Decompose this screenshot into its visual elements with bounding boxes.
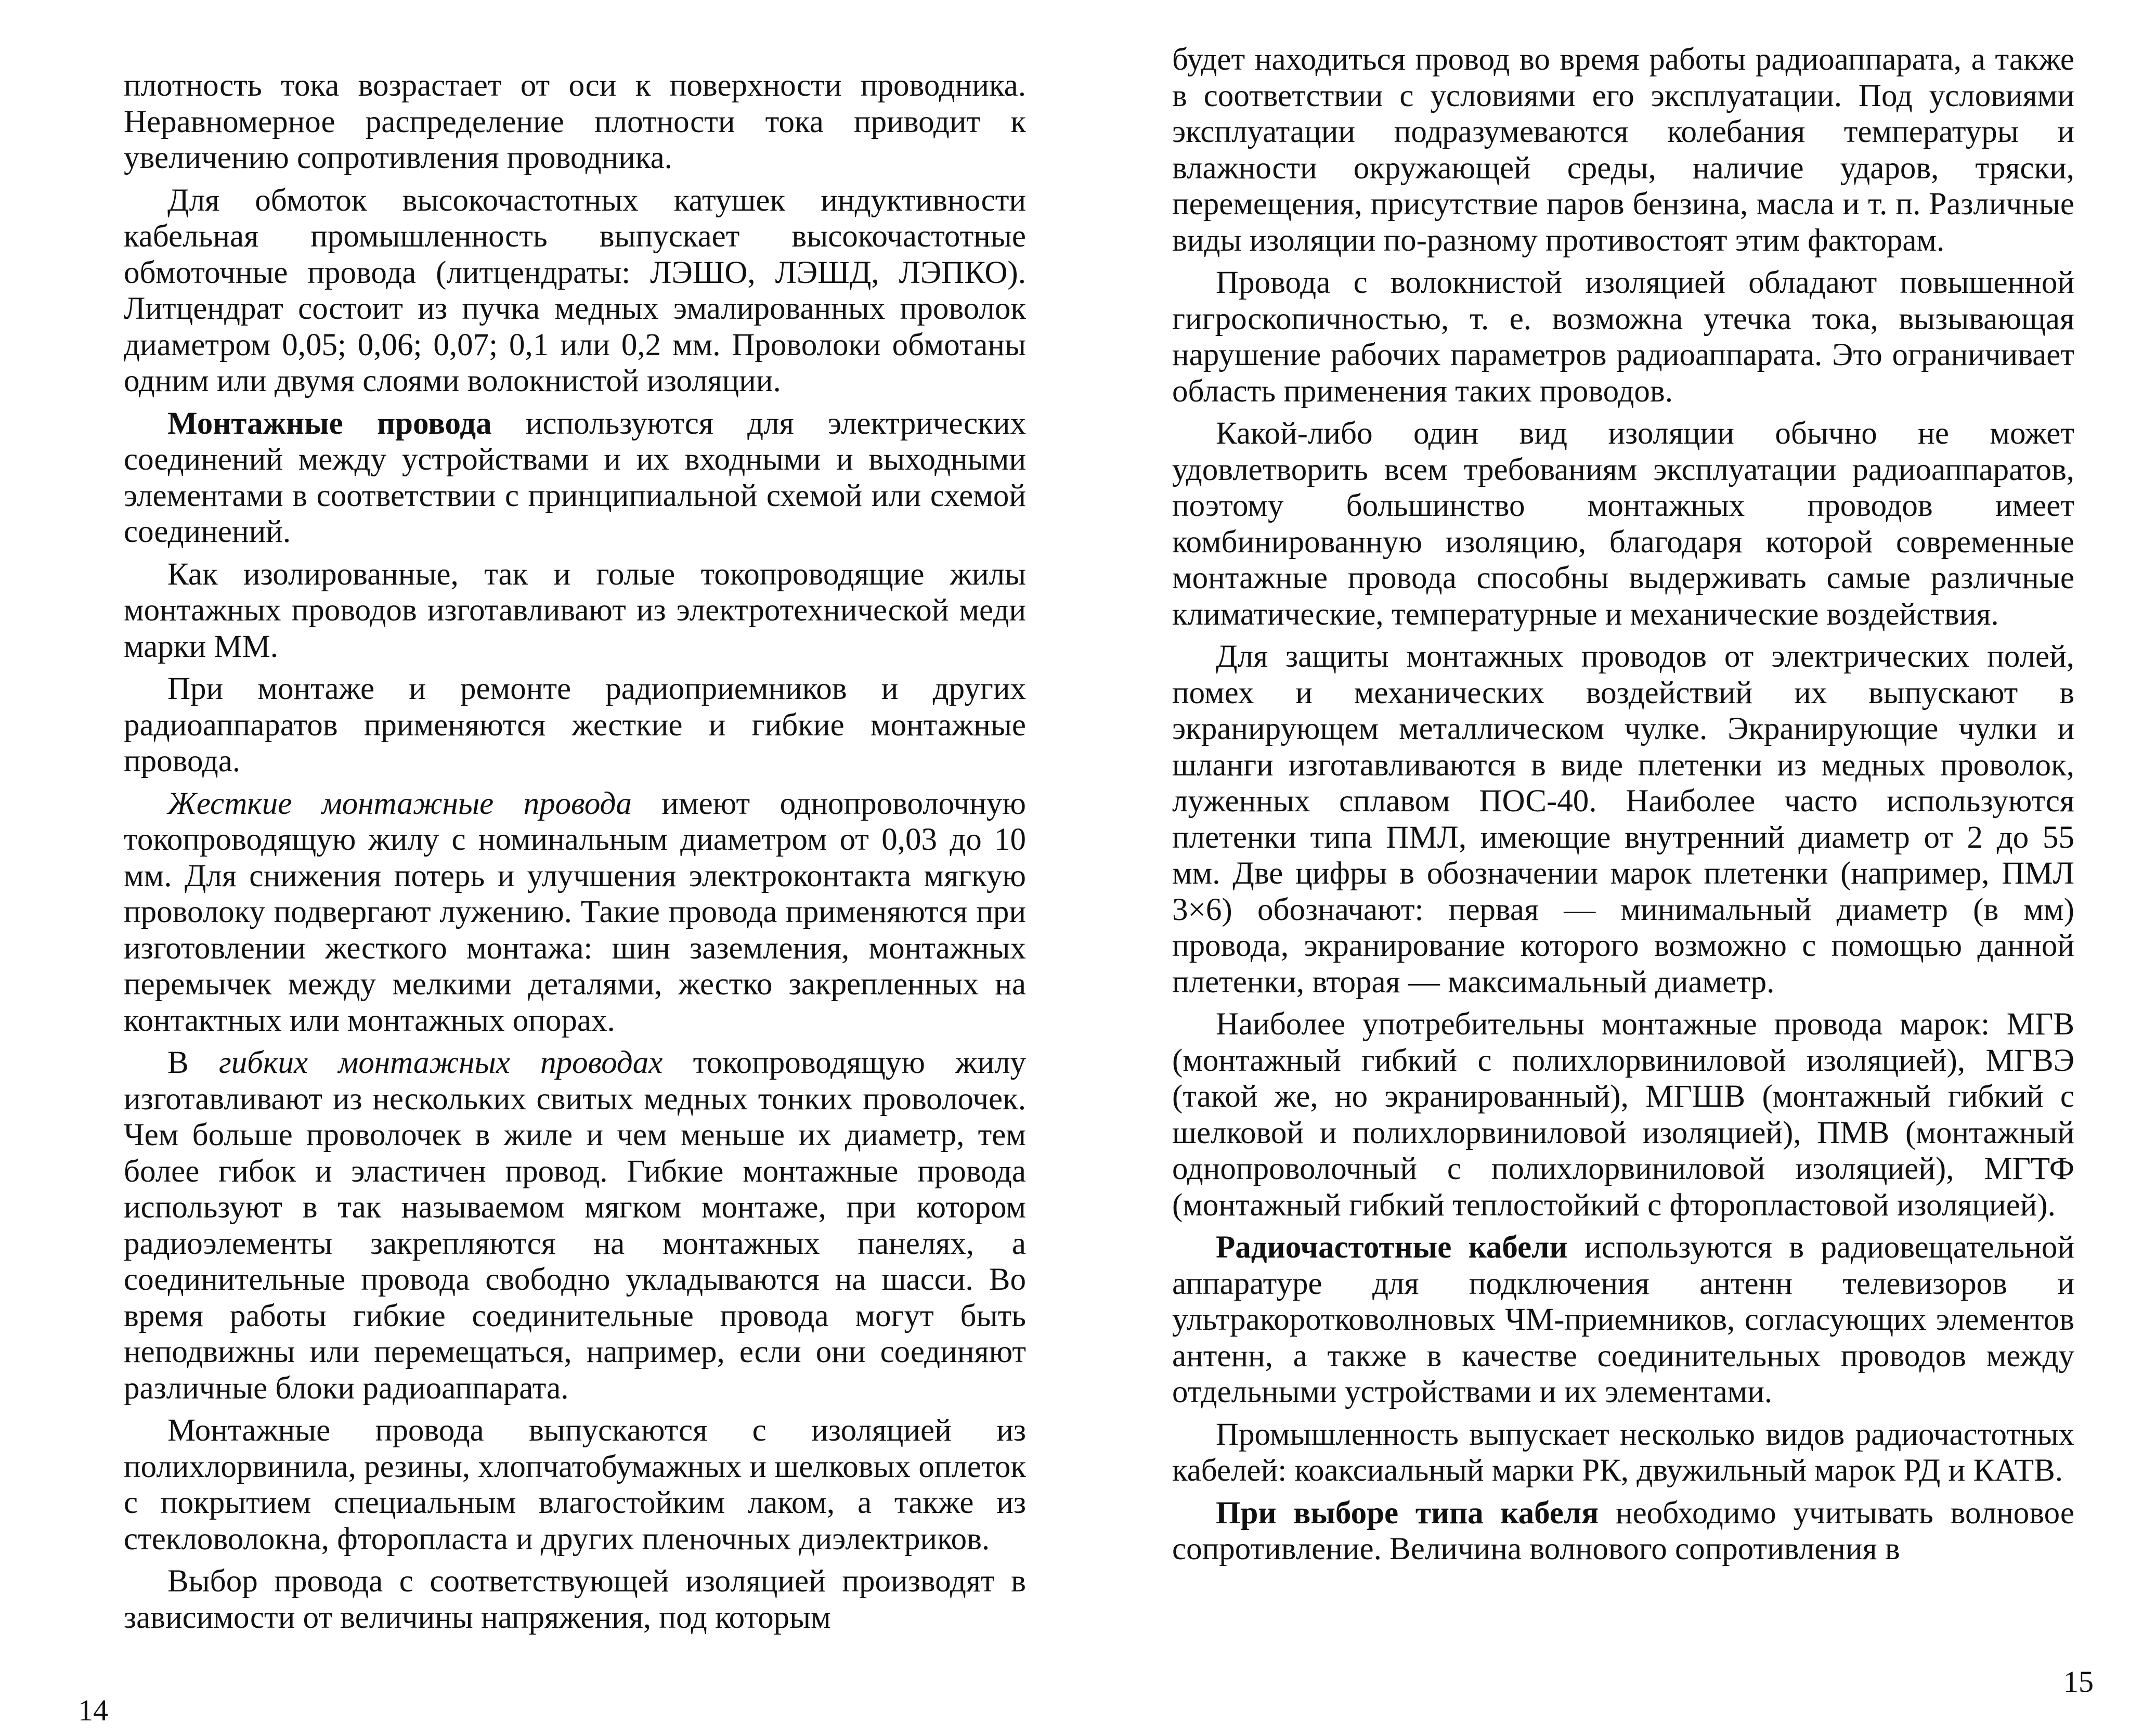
right-page xyxy=(1078,0,2156,1736)
paragraph: Для обмоток высокочастотных катушек индуктивности кабельная промышленность выпускает высокочастотные обмоточные провода (литцендраты: ЛЭШО, ЛЭШД, ЛЭПКО). Литцендрат состоит из пучка медных эмалированных проволок диаметром 0,05; 0,06; 0,07; 0,1 или 0,2 мм. Проволоки обмотаны одним или двумя слоями волокнистой изоляции. xyxy=(124,183,1026,398)
paragraph: Жесткие монтажные провода имеют однопроволочную токопроводящую жилу с номинальным диаметром от 0,03 до 10 мм. Для снижения потерь и улучшения электроконтакта мягкую проволоку подвергают лужению. Такие провода применяются при изготовлении жесткого монтажа: шин заземления, монтажных перемычек между мелкими деталями, жестко закрепленных на контактных или монтажных опорах. xyxy=(124,786,1026,1038)
paragraph: Как изолированные, так и голые токопроводящие жилы монтажных проводов изготавливают из электротехнической меди марки ММ. xyxy=(124,556,1026,664)
term-bold: Радиочастотные кабели xyxy=(1216,1230,1568,1265)
left-page-text xyxy=(124,68,1026,1636)
page-number: 14 xyxy=(78,1693,108,1727)
paragraph: Провода с волокнистой изоляцией обладают повышенной гигроскопичностью, т. е. возможна утечка тока, вызывающая нарушение рабочих параметров радиоаппарата. Это ограничивает область применения таких проводов. xyxy=(1172,265,2074,409)
paragraph: При выборе типа кабеля необходимо учитывать волновое сопротивление. Величина волнового сопротивления в xyxy=(1172,1495,2074,1566)
right-page-text xyxy=(1172,42,2074,1567)
paragraph: будет находиться провод во время работы радиоаппарата, а также в соответствии с условиями его эксплуатации. Под условиями эксплуатации подразумеваются колебания температуры и влажности окружающей среды, наличие ударов, тряски, перемещения, присутствие паров бензина, масла и т. п. Различные виды изоляции по-разному противостоят этим факторам. xyxy=(1172,42,2074,258)
term-bold: Монтажные провода xyxy=(167,406,492,441)
page-number: 15 xyxy=(2063,1665,2094,1699)
paragraph: В гибких монтажных проводах токопроводящую жилу изготавливают из нескольких свитых медных тонких проволочек. Чем больше проволочек в жиле и чем меньше их диаметр, тем более гибок и эластичен провод. Гибкие монтажные провода используют в так называемом мягком монтаже, при котором радиоэлементы закрепляются на монтажных панелях, а соединительные провода свободно укладываются на шасси. Во время работы гибкие соединительные провода могут быть неподвижны или перемещаться, например, если они соединяют различные блоки радиоаппарата. xyxy=(124,1045,1027,1406)
paragraph: Монтажные провода выпускаются с изоляцией из полихлорвинила, резины, хлопчатобумажных и шелковых оплеток с покрытием специальным влагостойким лаком, а также из стекловолокна, фторопласта и других пленочных диэлектриков. xyxy=(124,1413,1026,1557)
paragraph: При монтаже и ремонте радиоприемников и других радиоаппаратов применяются жесткие и гибкие монтажные провода. xyxy=(124,671,1026,779)
paragraph: Для защиты монтажных проводов от электрических полей, помех и механических воздействий их выпускают в экранирующем металлическом чулке. Экранирующие чулки и шланги изготавливаются в виде плетенки из медных проволок, луженных сплавом ПОС-40. Наиболее часто используются плетенки типа ПМЛ, имеющие внутренний диаметр от 2 до 55 мм. Две цифры в обозначении марок плетенки (например, ПМЛ 3×6) обозначают: первая — минимальный диаметр (в мм) провода, экранирование которого возможно с помощью данной плетенки, вторая — максимальный диаметр. xyxy=(1172,639,2074,1000)
term-bold: При выборе типа кабеля xyxy=(1216,1495,1599,1531)
paragraph: плотность тока возрастает от оси к поверхности проводника. Неравномерное распределение плотности тока приводит к увеличению сопротивления проводника. xyxy=(124,68,1026,175)
paragraph: Выбор провода с соответствующей изоляцией производят в зависимости от величины напряжения, под которым xyxy=(124,1564,1026,1635)
term-italic: гибких монтажных проводах xyxy=(219,1045,663,1080)
paragraph: Радиочастотные кабели используются в радиовещательной аппаратуре для подключения антенн телевизоров и ультракоротковолновых ЧМ-приемников, согласующих элементов антенн, а также в качестве соединительных проводов между отдельными устройствами и их элементами. xyxy=(1172,1230,2074,1409)
term-italic: Жесткие монтажные провода xyxy=(167,786,632,821)
paragraph: Какой-либо один вид изоляции обычно не может удовлетворить всем требованиям эксплуатации радиоаппаратов, поэтому большинство монтажных проводов имеет комбинированную изоляцию, благодаря которой современные монтажные провода способны выдерживать самые различные климатические, температурные и механические воздействия. xyxy=(1172,416,2074,632)
paragraph: Наиболее употребительны монтажные провода марок: МГВ (монтажный гибкий с полихлорвиниловой изоляцией), МГВЭ (такой же, но экранированный), МГШВ (монтажный гибкий с шелковой и полихлорвиниловой изоляцией), ПМВ (монтажный однопроволочный с полихлорвиниловой изоляцией), МГТФ (монтажный гибкий теплостойкий с фторопластовой изоляцией). xyxy=(1172,1007,2074,1223)
paragraph: Монтажные провода используются для электрических соединений между устройствами и их входными и выходными элементами в соответствии с принципиальной схемой или схемой соединений. xyxy=(124,406,1026,549)
paragraph: Промышленность выпускает несколько видов радиочастотных кабелей: коаксиальный марки РК, двужильный марок РД и КАТВ. xyxy=(1172,1417,2074,1488)
